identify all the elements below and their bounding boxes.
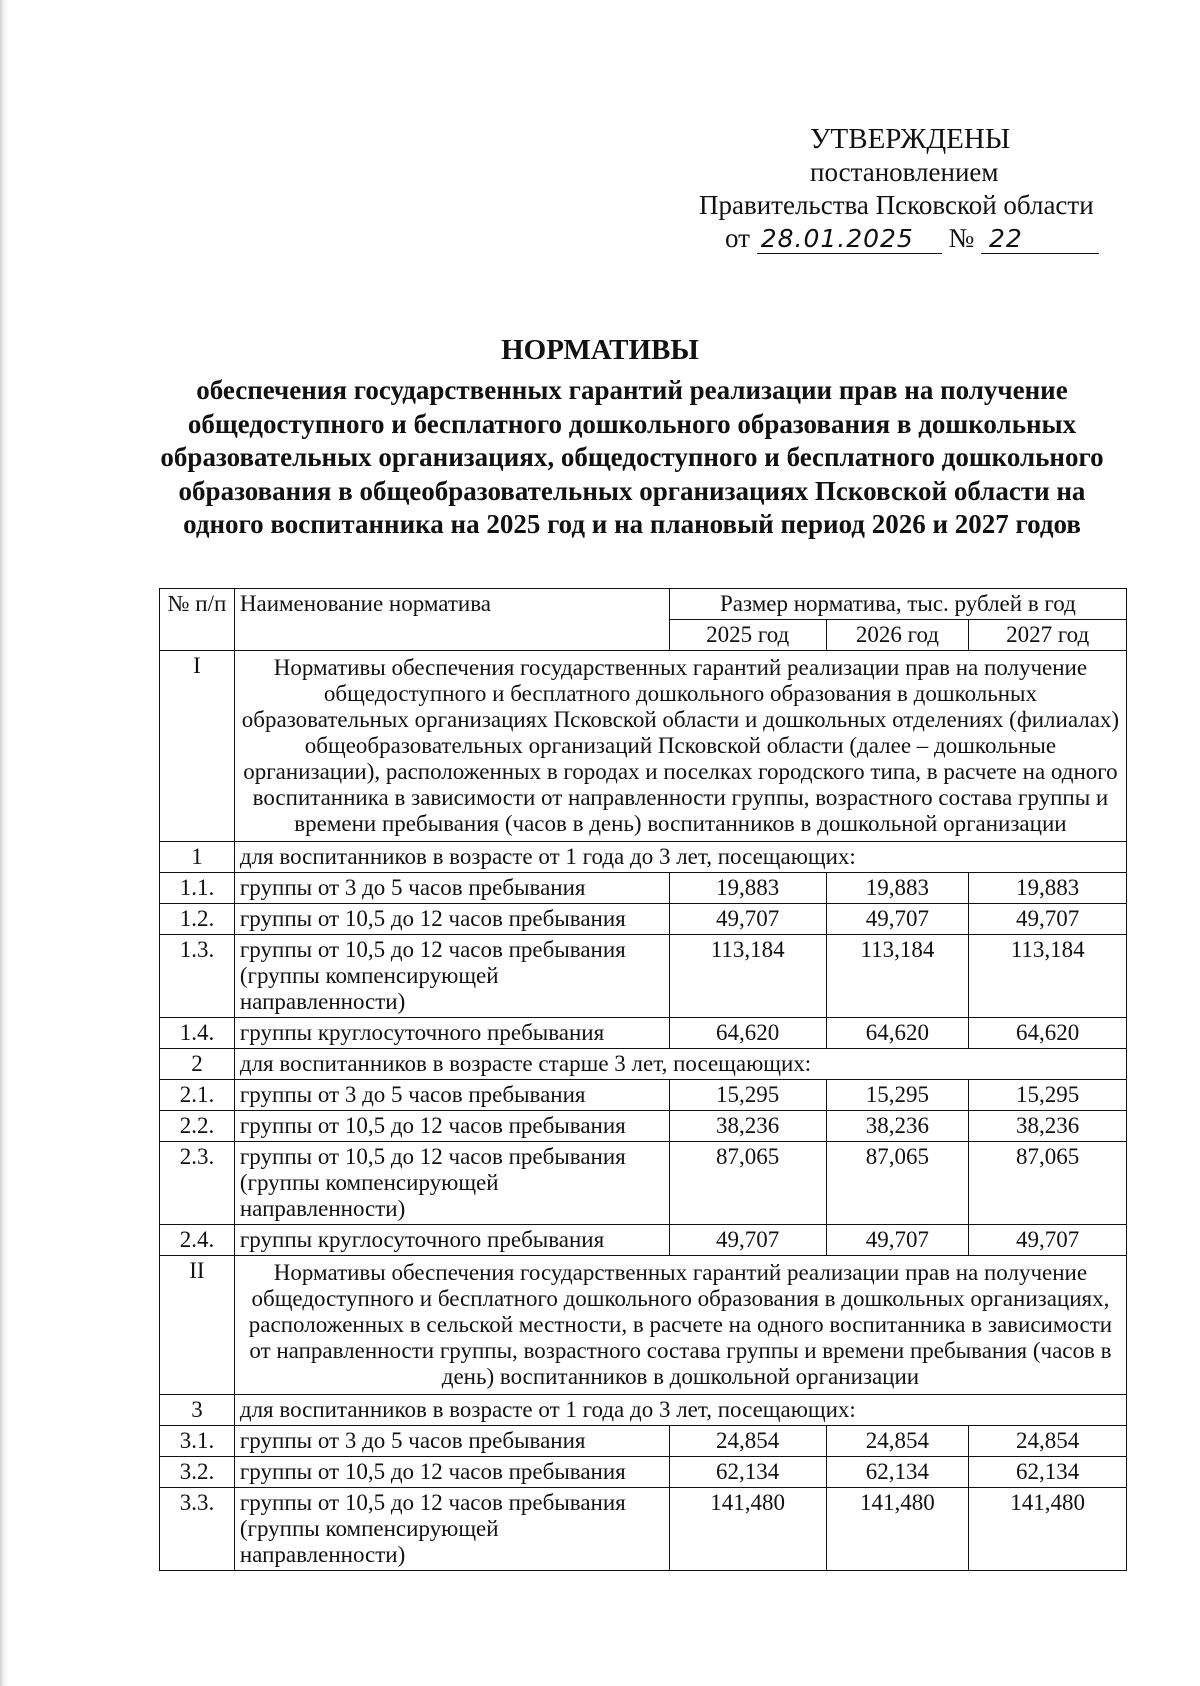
table-row	[160, 1142, 1127, 1225]
value-2025: 49,707	[669, 1225, 826, 1256]
value-2025: 19,883	[669, 873, 826, 904]
value-2026: 87,065	[826, 1142, 969, 1225]
header-num: № п/п	[160, 589, 235, 651]
row-num: II	[160, 1256, 235, 1395]
value-2027: 64,620	[969, 1018, 1127, 1049]
row-num: 2.1.	[160, 1080, 235, 1111]
value-2025: 113,184	[669, 935, 826, 1018]
row-num: 2	[160, 1049, 235, 1080]
row-num: 2.3.	[160, 1142, 235, 1225]
table-row	[160, 651, 1127, 842]
row-name: группы от 3 до 5 часов пребывания	[234, 873, 669, 904]
group-heading: для воспитанников в возрасте от 1 года до 3 лет, посещающих:	[234, 842, 1126, 873]
table-header-row	[160, 589, 1127, 620]
row-name: группы от 10,5 до 12 часов пребывания (группы компенсирующей направленности)	[234, 935, 669, 1018]
header-2025: 2025 год	[669, 620, 826, 651]
row-name: группы от 10,5 до 12 часов пребывания (группы компенсирующей направленности)	[234, 1488, 669, 1571]
scan-edge	[0, 0, 10, 1686]
from-label: от	[725, 223, 750, 253]
row-name: группы от 10,5 до 12 часов пребывания	[234, 1457, 669, 1488]
table-row	[160, 1426, 1127, 1457]
value-2025: 24,854	[669, 1426, 826, 1457]
row-name: группы от 10,5 до 12 часов пребывания	[234, 1111, 669, 1142]
value-2027: 15,295	[969, 1080, 1127, 1111]
row-num: 2.2.	[160, 1111, 235, 1142]
value-2026: 49,707	[826, 1225, 969, 1256]
value-2026: 38,236	[826, 1111, 969, 1142]
row-num: 3.1.	[160, 1426, 235, 1457]
table-row	[160, 1111, 1127, 1142]
row-name: группы круглосуточного пребывания	[234, 1018, 669, 1049]
row-num: 3	[160, 1395, 235, 1426]
document-title: НОРМАТИВЫ	[501, 334, 699, 366]
row-name: группы от 10,5 до 12 часов пребывания (группы компенсирующей направленности)	[234, 1142, 669, 1225]
table-row	[160, 1018, 1127, 1049]
value-2027: 49,707	[969, 904, 1127, 935]
value-2026: 113,184	[826, 935, 969, 1018]
row-name: группы от 3 до 5 часов пребывания	[234, 1426, 669, 1457]
header-2026: 2026 год	[826, 620, 969, 651]
approval-government: Правительства Псковской области	[699, 190, 1094, 220]
table-row	[160, 1049, 1127, 1080]
table-row	[160, 904, 1127, 935]
number-label: №	[948, 223, 975, 253]
row-num: 3.3.	[160, 1488, 235, 1571]
approval-block	[690, 123, 1120, 255]
approval-resolution-label: постановлением	[810, 157, 999, 187]
value-2026: 62,134	[826, 1457, 969, 1488]
value-2025: 87,065	[669, 1142, 826, 1225]
header-name: Наименование норматива	[234, 589, 669, 651]
table-row	[160, 842, 1127, 873]
value-2027: 62,134	[969, 1457, 1127, 1488]
row-num: 1.3.	[160, 935, 235, 1018]
value-2027: 87,065	[969, 1142, 1127, 1225]
value-2025: 15,295	[669, 1080, 826, 1111]
row-num: I	[160, 651, 235, 842]
table-row	[160, 1225, 1127, 1256]
value-2026: 141,480	[826, 1488, 969, 1571]
value-2026: 49,707	[826, 904, 969, 935]
row-num: 3.2.	[160, 1457, 235, 1488]
value-2027: 113,184	[969, 935, 1127, 1018]
value-2027: 24,854	[969, 1426, 1127, 1457]
approval-heading: УТВЕРЖДЕНЫ	[810, 123, 1011, 155]
handwritten-number: 22	[981, 225, 1099, 254]
value-2025: 64,620	[669, 1018, 826, 1049]
table-row	[160, 1395, 1127, 1426]
document-subtitle: обеспечения государственных гарантий реализации прав на получение общедоступного и бесплатного дошкольного образования в дошкольных образовательных организациях, общедоступного и бесплатного дошкольного образования в общеобразовательных организациях Псковской области на одного воспитанника на 2025 год и на плановый период 2026 и 2027 годов	[160, 375, 1104, 539]
row-num: 1.2.	[160, 904, 235, 935]
value-2027: 38,236	[969, 1111, 1127, 1142]
value-2026: 19,883	[826, 873, 969, 904]
header-2027: 2027 год	[969, 620, 1127, 651]
row-name: группы от 10,5 до 12 часов пребывания	[234, 904, 669, 935]
value-2025: 141,480	[669, 1488, 826, 1571]
row-num: 1.4.	[160, 1018, 235, 1049]
handwritten-date: 28.01.2025	[757, 225, 942, 254]
row-num: 1	[160, 842, 235, 873]
value-2027: 141,480	[969, 1488, 1127, 1571]
value-2026: 15,295	[826, 1080, 969, 1111]
header-size: Размер норматива, тыс. рублей в год	[669, 589, 1126, 620]
value-2026: 64,620	[826, 1018, 969, 1049]
row-num: 1.1.	[160, 873, 235, 904]
group-heading: для воспитанников в возрасте от 1 года до 3 лет, посещающих:	[234, 1395, 1126, 1426]
row-name: группы от 3 до 5 часов пребывания	[234, 1080, 669, 1111]
group-heading: для воспитанников в возрасте старше 3 лет, посещающих:	[234, 1049, 1126, 1080]
normatives-table	[159, 588, 1127, 1571]
table-row	[160, 873, 1127, 904]
table-row	[160, 1256, 1127, 1395]
section-heading: Нормативы обеспечения государственных гарантий реализации прав на получение общедоступного и бесплатного дошкольного образования в дошкольных образовательных организациях Псковской области и дошкольных отделениях (филиалах) общеобразовательных организаций Псковской области (далее – дошкольные организации), расположенных в городах и поселках городского типа, в расчете на одного воспитанника в зависимости от направленности группы, возрастного состава группы и времени пребывания (часов в день) воспитанников в дошкольной организации	[234, 651, 1126, 842]
row-name: группы круглосуточного пребывания	[234, 1225, 669, 1256]
section-heading: Нормативы обеспечения государственных гарантий реализации прав на получение общедоступного и бесплатного дошкольного образования в дошкольных организациях, расположенных в сельской местности, в расчете на одного воспитанника в зависимости от направленности группы, возрастного состава группы и времени пребывания (часов в день) воспитанников в дошкольной организации	[234, 1256, 1126, 1395]
table-row	[160, 1488, 1127, 1571]
table-row	[160, 1080, 1127, 1111]
value-2026: 24,854	[826, 1426, 969, 1457]
table-row	[160, 935, 1127, 1018]
value-2027: 49,707	[969, 1225, 1127, 1256]
value-2027: 19,883	[969, 873, 1127, 904]
approval-date-line	[690, 222, 1120, 255]
value-2025: 38,236	[669, 1111, 826, 1142]
value-2025: 49,707	[669, 904, 826, 935]
table-row	[160, 1457, 1127, 1488]
row-num: 2.4.	[160, 1225, 235, 1256]
value-2025: 62,134	[669, 1457, 826, 1488]
